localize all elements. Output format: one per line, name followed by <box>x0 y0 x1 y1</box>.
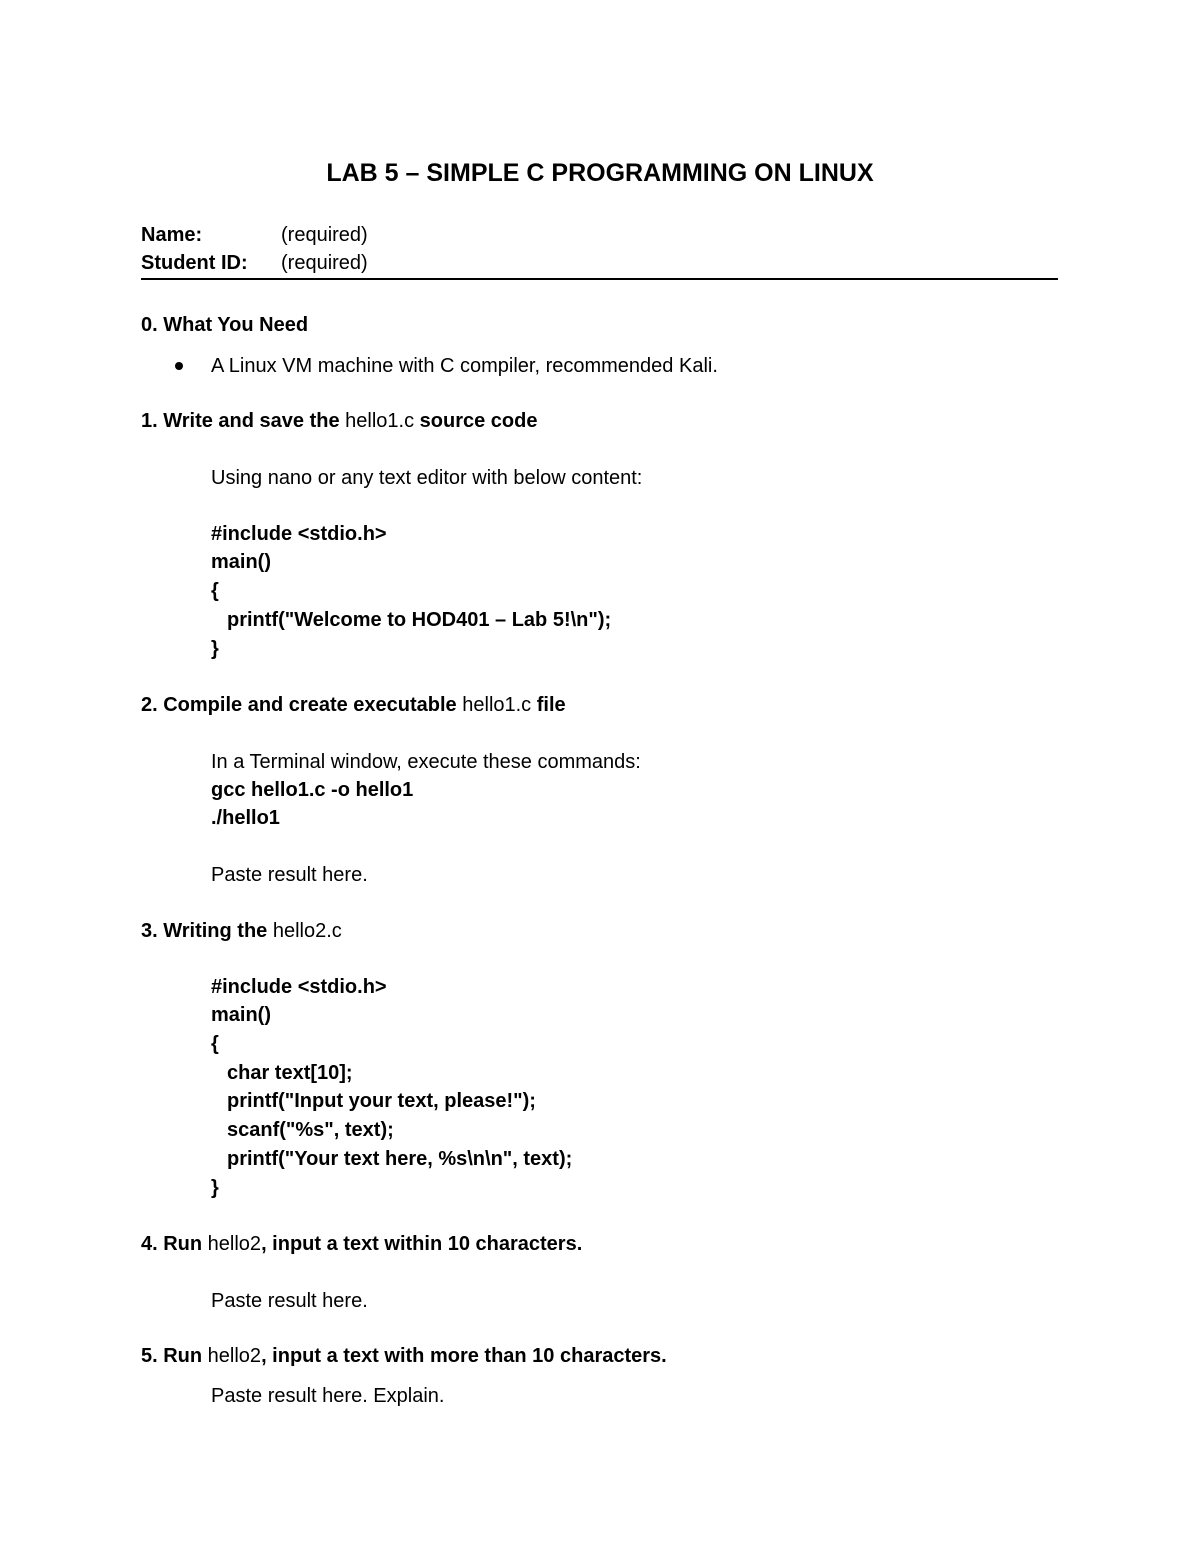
section-2-instruction: In a Terminal window, execute these commands: <box>211 751 641 773</box>
code-line: scanf("%s", text); <box>227 1119 394 1141</box>
section-4-heading-file: hello2 <box>207 1233 262 1255</box>
name-label: Name: <box>141 224 203 246</box>
command-line: gcc hello1.c -o hello1 <box>211 779 414 801</box>
section-2-heading <box>141 691 566 719</box>
section-1-instruction: Using nano or any text editor with below content: <box>211 467 643 489</box>
section-5-result: Paste result here. Explain. <box>211 1385 445 1407</box>
section-2-heading-post: file <box>531 694 566 716</box>
section-3-heading-pre: 3. Writing the <box>141 920 273 942</box>
code-line: } <box>211 1177 219 1199</box>
code-line: printf("Input your text, please!"); <box>227 1090 536 1112</box>
bullet-icon <box>175 362 183 370</box>
code-line: printf("Your text here, %s\n\n", text); <box>227 1148 573 1170</box>
section-5-heading-pre: 5. Run <box>141 1345 208 1367</box>
name-value: (required) <box>281 224 368 246</box>
section-1-heading-file: hello1.c <box>345 410 415 432</box>
section-4-heading-pre: 4. Run <box>141 1233 208 1255</box>
code-line: main() <box>211 551 271 573</box>
code-line: #include <stdio.h> <box>211 976 387 998</box>
section-5-heading <box>141 1342 667 1370</box>
student-id-label: Student ID: <box>141 252 248 274</box>
command-line: ./hello1 <box>211 807 280 829</box>
section-1-heading <box>141 407 537 435</box>
code-line: #include <stdio.h> <box>211 523 387 545</box>
section-1-heading-pre: 1. Write and save the <box>141 410 346 432</box>
section-4-heading-post: , input a text within 10 characters. <box>261 1233 583 1255</box>
code-line: char text[10]; <box>227 1062 353 1084</box>
section-2-heading-pre: 2. Compile and create executable <box>141 694 463 716</box>
code-line: printf("Welcome to HOD401 – Lab 5!\n"); <box>227 609 612 631</box>
code-line: { <box>211 580 219 602</box>
section-5-heading-post: , input a text with more than 10 characters. <box>261 1345 667 1367</box>
section-2-heading-file: hello1.c <box>462 694 532 716</box>
section-2-result: Paste result here. <box>211 864 368 886</box>
document-title: LAB 5 – SIMPLE C PROGRAMMING ON LINUX <box>326 159 874 187</box>
section-0-heading: 0. What You Need <box>141 314 309 336</box>
code-line: } <box>211 638 219 660</box>
section-4-result: Paste result here. <box>211 1290 368 1312</box>
code-line: main() <box>211 1004 271 1026</box>
section-5-heading-file: hello2 <box>207 1345 262 1367</box>
section-0-bullet-text: A Linux VM machine with C compiler, recommended Kali. <box>211 355 718 377</box>
student-id-value: (required) <box>281 252 368 274</box>
section-3-heading <box>141 917 342 945</box>
section-3-heading-file: hello2.c <box>272 920 342 942</box>
code-line: { <box>211 1033 219 1055</box>
section-4-heading <box>141 1230 582 1258</box>
section-1-heading-post: source code <box>414 410 538 432</box>
header-divider <box>141 278 1058 280</box>
